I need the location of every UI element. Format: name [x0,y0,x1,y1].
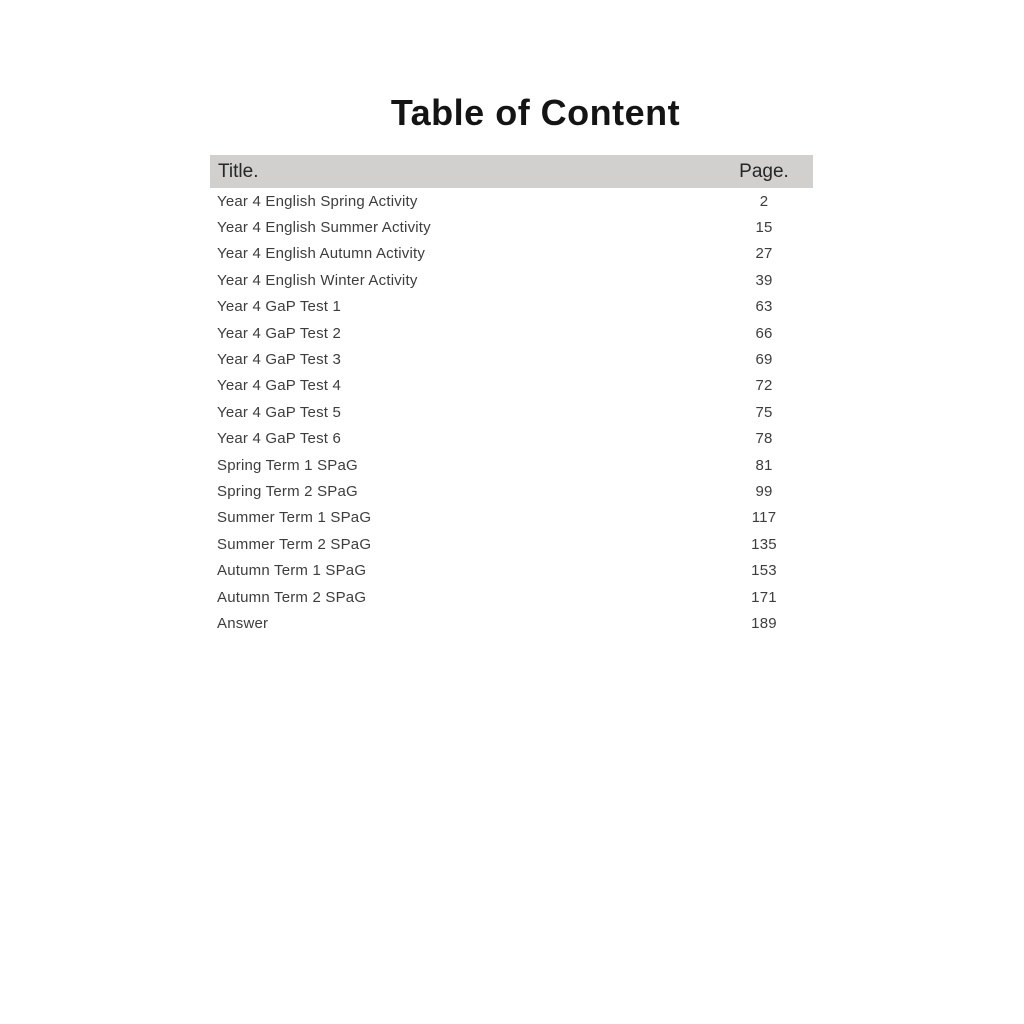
toc-row [210,267,813,293]
toc-rows [210,188,813,637]
toc-entry-page-number: 69 [755,351,773,369]
toc-entry-title: Year 4 GaP Test 6 [217,430,342,448]
toc-entry-page-number: 27 [755,245,773,263]
toc-entry-title: Year 4 GaP Test 5 [217,403,342,421]
toc-row [210,505,813,531]
toc-row [210,610,813,636]
toc-row [210,373,813,399]
toc-row [210,346,813,372]
toc-row [210,188,813,214]
toc-entry-page-number: 153 [751,562,777,580]
toc-row [210,294,813,320]
toc-row [210,241,813,267]
toc-header-page-label: Page. [739,160,789,182]
toc-entry-title: Year 4 GaP Test 2 [217,324,342,342]
toc-entry-page-number: 171 [751,588,777,606]
toc-row [210,557,813,583]
toc-entry-title: Year 4 English Winter Activity [217,271,418,289]
toc-entry-page-number: 66 [755,324,773,342]
toc-entry-page-number: 72 [755,377,773,395]
toc-entry-page-number: 15 [755,219,773,237]
toc-entry-page-number: 81 [755,456,773,474]
toc-entry-title: Summer Term 1 SPaG [217,509,372,527]
toc-header-title-label: Title. [218,160,259,182]
toc-entry-page-number: 189 [751,614,777,632]
toc-entry-page-number: 78 [755,430,773,448]
toc-row [210,452,813,478]
toc-entry-page-number: 99 [755,482,773,500]
toc-entry-title: Year 4 GaP Test 3 [217,351,342,369]
toc-table [210,155,813,637]
toc-entry-page-number: 2 [759,192,769,210]
toc-entry-page-number: 39 [755,271,773,289]
toc-entry-title: Year 4 GaP Test 4 [217,377,342,395]
toc-entry-title: Year 4 English Spring Activity [217,192,418,210]
toc-entry-title: Autumn Term 1 SPaG [217,562,367,580]
toc-entry-title: Summer Term 2 SPaG [217,535,372,553]
toc-row [210,320,813,346]
toc-row [210,399,813,425]
toc-entry-title: Spring Term 1 SPaG [217,456,358,474]
toc-row [210,214,813,240]
toc-entry-title: Year 4 English Summer Activity [217,219,431,237]
toc-entry-title: Autumn Term 2 SPaG [217,588,367,606]
toc-header-row [210,155,813,188]
toc-row [210,531,813,557]
toc-row [210,478,813,504]
toc-entry-title: Year 4 GaP Test 1 [217,298,342,316]
toc-entry-title: Year 4 English Autumn Activity [217,245,426,263]
toc-entry-page-number: 63 [755,298,773,316]
toc-entry-page-number: 135 [751,535,777,553]
toc-row [210,426,813,452]
toc-entry-page-number: 75 [755,403,773,421]
toc-entry-title: Spring Term 2 SPaG [217,482,358,500]
toc-entry-title: Answer [217,614,269,632]
toc-row [210,584,813,610]
toc-entry-page-number: 117 [751,509,777,527]
page-title: Table of Content [390,92,681,133]
